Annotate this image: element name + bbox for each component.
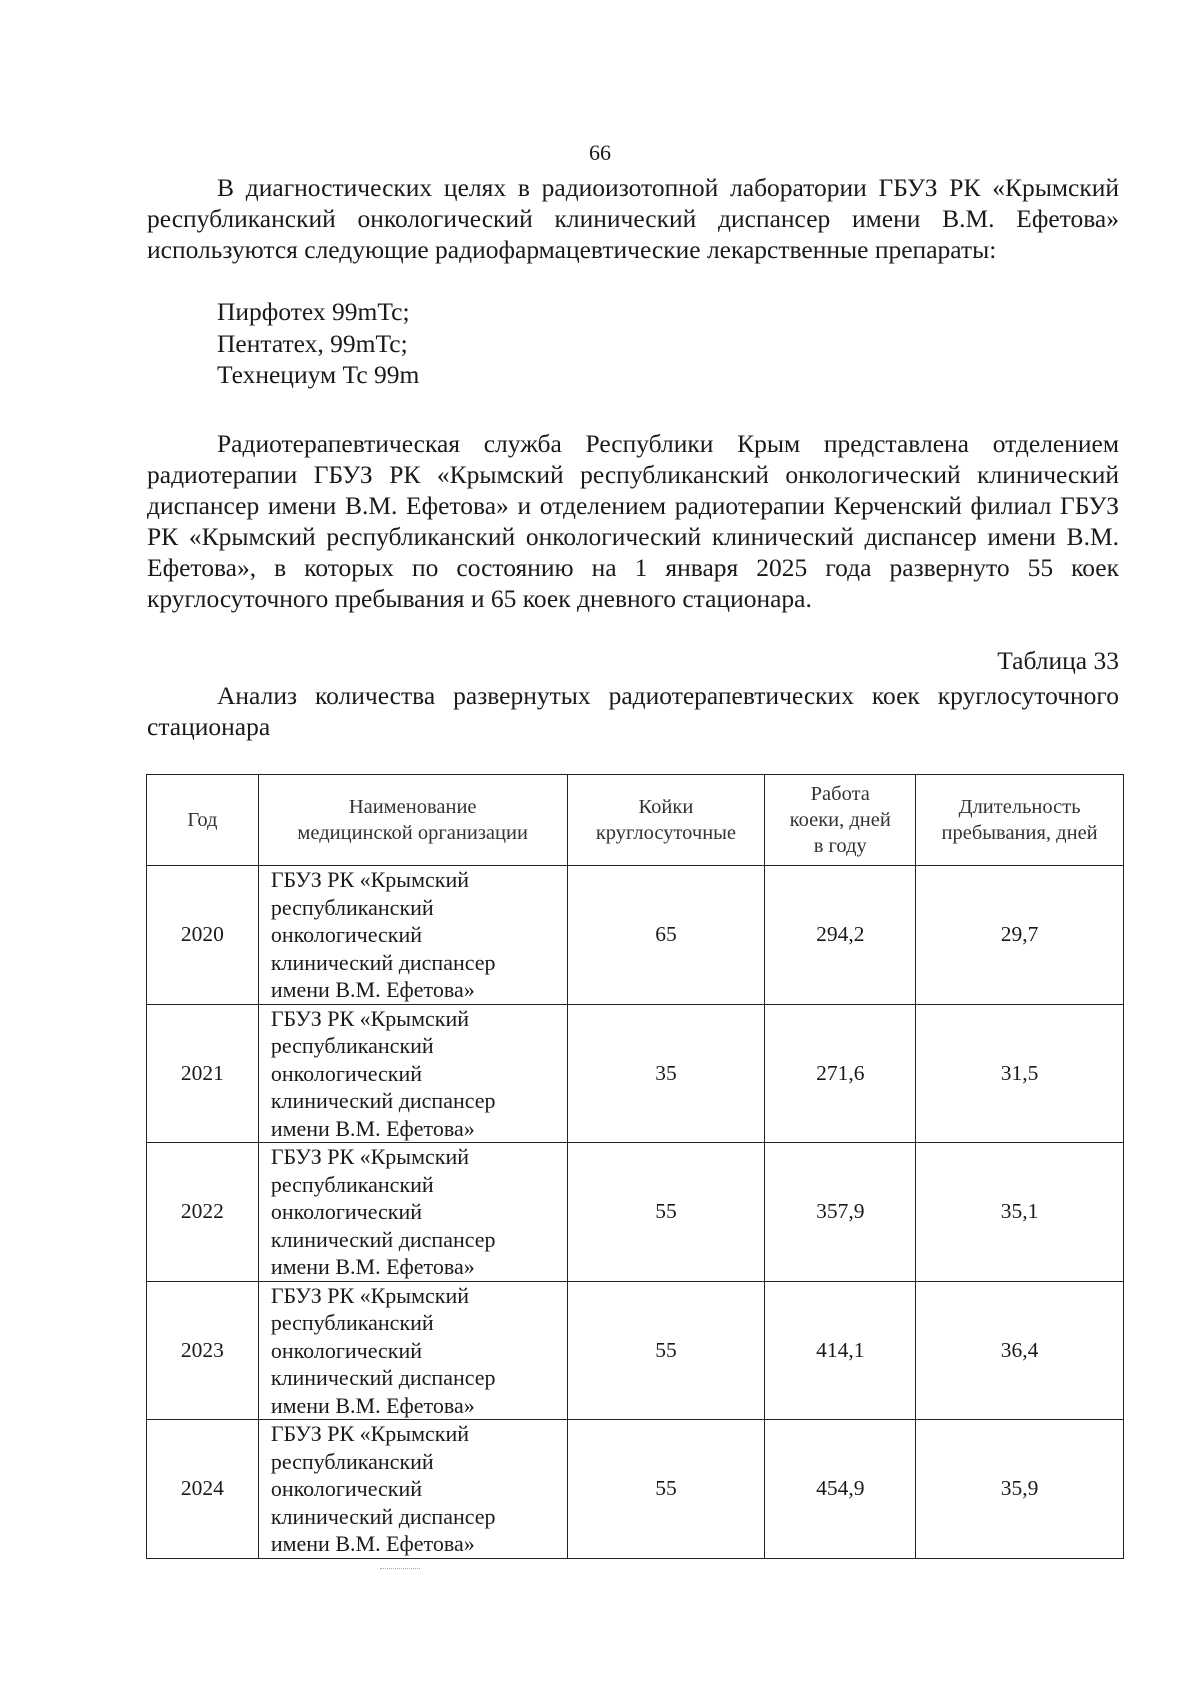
cell-year: 2023 <box>147 1281 259 1420</box>
org-line: ГБУЗ РК «Крымский <box>270 1144 469 1169</box>
header-work-line: Работа <box>810 783 870 805</box>
page-number: 66 <box>589 140 611 165</box>
org-line: клинический диспансер <box>270 1365 496 1390</box>
cell-org <box>258 866 567 1005</box>
org-line: онкологический <box>270 1337 423 1363</box>
radiotherapy-paragraph <box>147 428 1119 614</box>
table-title <box>147 680 1119 742</box>
header-duration-line: Длительность <box>958 796 1081 818</box>
table-row <box>147 1004 1124 1143</box>
cell-beds: 35 <box>567 1004 765 1143</box>
cell-duration: 35,9 <box>916 1420 1124 1559</box>
table-row <box>147 866 1124 1005</box>
cell-org <box>258 1143 567 1282</box>
cell-duration: 31,5 <box>916 1004 1124 1143</box>
header-org <box>258 775 567 866</box>
org-line: республиканский <box>270 1033 434 1058</box>
org-line: республиканский <box>270 894 434 920</box>
header-duration-line: пребывания, дней <box>941 822 1098 844</box>
header-work <box>765 775 916 866</box>
org-line: клинический диспансер <box>270 1503 496 1529</box>
org-line: клинический диспансер <box>270 1088 496 1113</box>
org-line: ГБУЗ РК «Крымский <box>270 1282 469 1308</box>
org-line: клинический диспансер <box>270 949 496 975</box>
cell-org <box>258 1420 567 1559</box>
table-number: Таблица 33 <box>997 646 1119 675</box>
cell-year: 2024 <box>147 1420 259 1559</box>
header-duration <box>916 775 1124 866</box>
header-year: Год <box>147 775 259 866</box>
org-line: республиканский <box>270 1310 434 1335</box>
cell-year: 2020 <box>147 866 259 1005</box>
org-line: имени В.М. Ефетова» <box>270 1392 475 1418</box>
drug-item: Пирфотех 99mTc; <box>217 297 410 326</box>
org-line: имени В.М. Ефетова» <box>270 977 475 1002</box>
org-line: ГБУЗ РК «Крымский <box>270 1005 469 1031</box>
cell-duration: 35,1 <box>916 1143 1124 1282</box>
cell-year: 2022 <box>147 1143 259 1282</box>
org-line: ГБУЗ РК «Крымский <box>270 1421 469 1446</box>
cell-work: 454,9 <box>765 1420 916 1559</box>
cell-beds: 55 <box>567 1420 765 1559</box>
cell-work: 294,2 <box>765 866 916 1005</box>
cell-year: 2021 <box>147 1004 259 1143</box>
cell-org <box>258 1004 567 1143</box>
org-line: имени В.М. Ефетова» <box>270 1254 475 1279</box>
drug-list <box>217 296 419 391</box>
org-line: онкологический <box>270 1199 423 1224</box>
drug-item: Технециум Tc 99m <box>217 360 420 389</box>
table-row <box>147 1281 1124 1420</box>
org-line: онкологический <box>270 1060 423 1086</box>
header-org-line: медицинской организации <box>297 822 528 844</box>
cell-org <box>258 1281 567 1420</box>
diagnostic-paragraph <box>147 172 1119 265</box>
drug-item: Пентатех, 99mTc; <box>217 328 408 358</box>
radiotherapy-paragraph-text: Радиотерапевтическая служба Республики Крым представлена отделением радиотерапии ГБУЗ РК «Крымский республиканский онкологический клинический диспансер имени В.М. Ефетова» и отделением радиотерапии Керченский филиал ГБУЗ РК «Крымский республиканский онкологический клинический диспансер имени В.М. Ефетова», в которых по состоянию на 1 января 2025 года развернуто 55 коек круглосуточного пребывания и 65 коек дневного стационара. <box>147 429 1119 613</box>
cell-beds: 65 <box>567 866 765 1005</box>
header-org-line: Наименование <box>348 796 477 818</box>
org-line: клинический диспансер <box>270 1226 496 1252</box>
cell-beds: 55 <box>567 1143 765 1282</box>
table-title-text: Анализ количества развернутых радиотерапевтических коек круглосуточного стационара <box>147 681 1119 741</box>
org-line: ГБУЗ РК «Крымский <box>270 867 469 892</box>
cell-work: 357,9 <box>765 1143 916 1282</box>
table-row <box>147 1420 1124 1559</box>
header-work-line: в году <box>813 835 867 857</box>
org-line: онкологический <box>270 922 423 947</box>
table-row <box>147 1143 1124 1282</box>
cell-duration: 29,7 <box>916 866 1124 1005</box>
cell-beds: 55 <box>567 1281 765 1420</box>
header-beds <box>567 775 765 866</box>
table-header-row <box>147 775 1124 866</box>
org-line: имени В.М. Ефетова» <box>270 1531 475 1556</box>
cell-work: 414,1 <box>765 1281 916 1420</box>
org-line: онкологический <box>270 1476 423 1501</box>
cell-duration: 36,4 <box>916 1281 1124 1420</box>
scan-artifact <box>380 1568 420 1569</box>
beds-table <box>146 774 1124 1559</box>
header-beds-line: Койки <box>638 796 694 818</box>
header-work-line: коеки, дней <box>789 809 891 831</box>
org-line: республиканский <box>270 1448 434 1474</box>
org-line: имени В.М. Ефетова» <box>270 1115 475 1141</box>
diagnostic-paragraph-text: В диагностических целях в радиоизотопной лаборатории ГБУЗ РК «Крымский республиканский онкологический клинический диспансер имени В.М. Ефетова» используются следующие радиофармацевтические лекарственные препараты: <box>147 173 1119 264</box>
org-line: республиканский <box>270 1171 434 1197</box>
cell-work: 271,6 <box>765 1004 916 1143</box>
header-beds-line: круглосуточные <box>595 822 737 844</box>
